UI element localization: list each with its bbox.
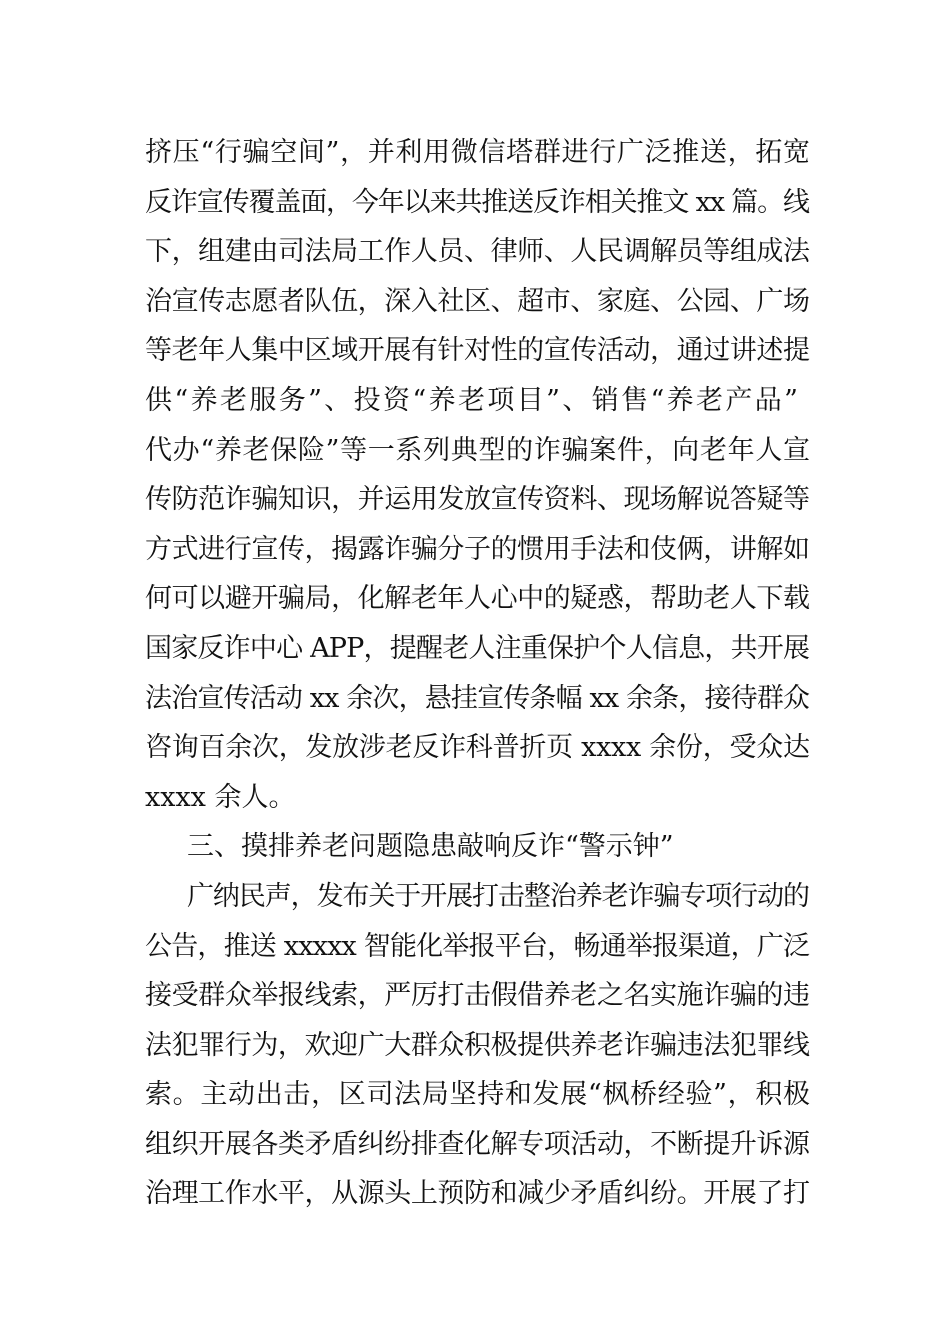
section-heading: 三、摸排养老问题隐患敲响反诈“警示钟” — [187, 831, 674, 863]
text-line: 何可以避开骗局，化解老年人心中的疑惑，帮助老人下载 — [145, 583, 810, 615]
text-line: 索。主动出击，区司法局坚持和发展“枫桥经验”，积极 — [145, 1079, 811, 1111]
text-line: 挤压“行骗空间”，并利用微信塔群进行广泛推送，拓宽 — [145, 137, 811, 168]
text-line: 方式进行宣传，揭露诈骗分子的惯用手法和伎俩，讲解如 — [145, 533, 810, 565]
text-line: 法犯罪行为，欢迎广大群众积极提供养老诈骗违法犯罪线 — [145, 1029, 810, 1061]
text-line: 法治宣传活动 xx 余次，悬挂宣传条幅 xx 余条，接待群众 — [145, 682, 810, 714]
text-line: xxxx 余人。 — [145, 781, 296, 813]
text-line: 治宣传志愿者队伍，深入社区、超市、家庭、公园、广场 — [145, 285, 810, 317]
text-line: 咨询百余次，发放涉老反诈科普折页 xxxx 余份，受众达 — [145, 732, 810, 764]
text-line: 等老年人集中区域开展有针对性的宣传活动，通过讲述提 — [145, 335, 810, 367]
text-line: 传防范诈骗知识，并运用发放宣传资料、现场解说答疑等 — [145, 484, 810, 516]
text-line: 供“养老服务”、投资“养老项目”、销售“养老产品” — [145, 384, 801, 416]
text-line: 治理工作水平，从源头上预防和减少矛盾纠纷。开展了打 — [145, 1178, 810, 1210]
text-line: 反诈宣传覆盖面，今年以来共推送反诈相关推文 xx 篇。线 — [145, 186, 809, 218]
text-line: 组织开展各类矛盾纠纷排查化解专项活动，不断提升诉源 — [145, 1128, 810, 1160]
text-line: 国家反诈中心 APP，提醒老人注重保护个人信息，共开展 — [145, 632, 810, 664]
text-line: 下，组建由司法局工作人员、律师、人民调解员等组成法 — [145, 236, 810, 268]
text-line: 公告，推送 xxxxx 智能化举报平台，畅通举报渠道，广泛 — [145, 930, 810, 962]
text-line: 接受群众举报线索，严厉打击假借养老之名实施诈骗的违 — [145, 980, 810, 1012]
text-line: 广纳民声，发布关于开展打击整治养老诈骗专项行动的 — [187, 880, 809, 912]
text-line: 代办“养老保险”等一系列典型的诈骗案件，向老年人宣 — [145, 434, 811, 466]
body-text — [145, 128, 810, 1219]
